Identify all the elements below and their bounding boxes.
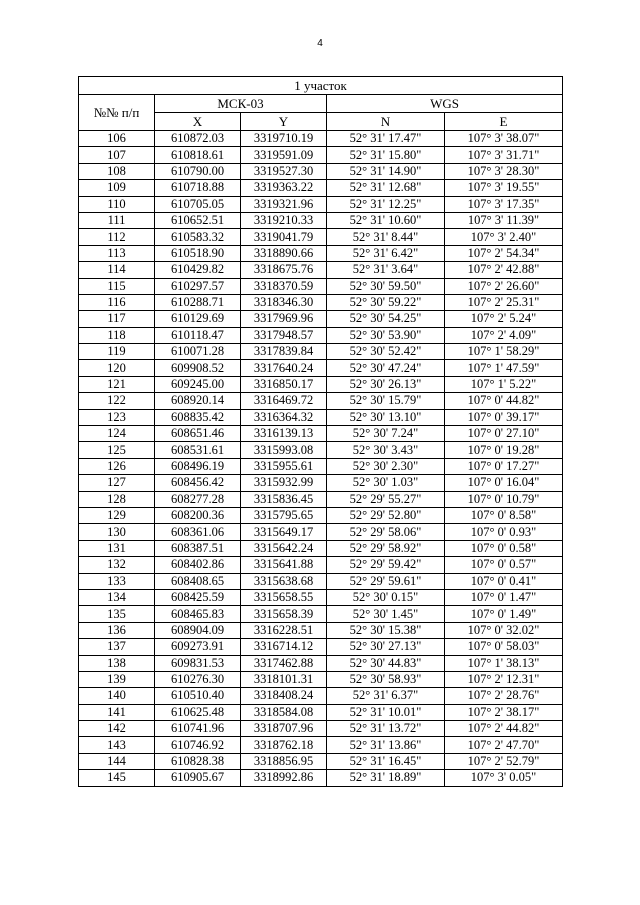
cell-x: 610718.88 — [155, 180, 241, 196]
cell-number: 123 — [79, 409, 155, 425]
column-header-n: N — [327, 113, 445, 131]
cell-x: 610828.38 — [155, 753, 241, 769]
cell-e: 107° 0' 0.93" — [445, 524, 563, 540]
table-row — [79, 704, 563, 720]
cell-e: 107° 0' 44.82" — [445, 393, 563, 409]
cell-x: 610790.00 — [155, 163, 241, 179]
cell-e: 107° 1' 38.13" — [445, 655, 563, 671]
cell-e: 107° 3' 11.39" — [445, 212, 563, 228]
cell-n: 52° 30' 59.22" — [327, 294, 445, 310]
cell-n: 52° 31' 14.90" — [327, 163, 445, 179]
cell-n: 52° 30' 26.13" — [327, 376, 445, 392]
cell-x: 610288.71 — [155, 294, 241, 310]
cell-n: 52° 31' 12.25" — [327, 196, 445, 212]
column-header-y: Y — [241, 113, 327, 131]
cell-x: 610276.30 — [155, 671, 241, 687]
cell-e: 107° 0' 1.47" — [445, 589, 563, 605]
cell-y: 3318408.24 — [241, 688, 327, 704]
cell-number: 124 — [79, 426, 155, 442]
cell-n: 52° 30' 44.83" — [327, 655, 445, 671]
cell-e: 107° 0' 0.58" — [445, 540, 563, 556]
cell-number: 125 — [79, 442, 155, 458]
table-row — [79, 245, 563, 261]
cell-number: 134 — [79, 589, 155, 605]
cell-e: 107° 0' 17.27" — [445, 458, 563, 474]
table-row — [79, 262, 563, 278]
table-row — [79, 540, 563, 556]
cell-y: 3316364.32 — [241, 409, 327, 425]
cell-x: 610071.28 — [155, 344, 241, 360]
cell-x: 610518.90 — [155, 245, 241, 261]
table-row — [79, 294, 563, 310]
cell-y: 3316714.12 — [241, 639, 327, 655]
table-row — [79, 311, 563, 327]
table-row — [79, 524, 563, 540]
cell-x: 610129.69 — [155, 311, 241, 327]
cell-e: 107° 0' 19.28" — [445, 442, 563, 458]
cell-number: 108 — [79, 163, 155, 179]
cell-y: 3315649.17 — [241, 524, 327, 540]
cell-x: 610625.48 — [155, 704, 241, 720]
cell-number: 143 — [79, 737, 155, 753]
cell-y: 3318992.86 — [241, 770, 327, 786]
cell-e: 107° 0' 0.41" — [445, 573, 563, 589]
cell-y: 3318346.30 — [241, 294, 327, 310]
cell-n: 52° 30' 1.03" — [327, 475, 445, 491]
cell-y: 3315641.88 — [241, 557, 327, 573]
cell-number: 129 — [79, 507, 155, 523]
cell-number: 142 — [79, 721, 155, 737]
cell-x: 610429.82 — [155, 262, 241, 278]
column-header-e: E — [445, 113, 563, 131]
cell-x: 608277.28 — [155, 491, 241, 507]
cell-n: 52° 30' 54.25" — [327, 311, 445, 327]
cell-x: 610872.03 — [155, 131, 241, 147]
cell-x: 610741.96 — [155, 721, 241, 737]
cell-e: 107° 3' 19.55" — [445, 180, 563, 196]
cell-y: 3319210.33 — [241, 212, 327, 228]
cell-n: 52° 30' 47.24" — [327, 360, 445, 376]
table-row — [79, 344, 563, 360]
table-row — [79, 147, 563, 163]
table-row — [79, 196, 563, 212]
cell-e: 107° 1' 5.22" — [445, 376, 563, 392]
cell-x: 608425.59 — [155, 589, 241, 605]
cell-x: 608361.06 — [155, 524, 241, 540]
cell-y: 3319321.96 — [241, 196, 327, 212]
cell-e: 107° 2' 5.24" — [445, 311, 563, 327]
cell-x: 608387.51 — [155, 540, 241, 556]
cell-number: 144 — [79, 753, 155, 769]
cell-n: 52° 30' 1.45" — [327, 606, 445, 622]
cell-x: 608408.65 — [155, 573, 241, 589]
cell-y: 3318675.76 — [241, 262, 327, 278]
cell-n: 52° 31' 10.60" — [327, 212, 445, 228]
cell-y: 3315642.24 — [241, 540, 327, 556]
column-group-msk03: МСК-03 — [155, 95, 327, 113]
table-row — [79, 442, 563, 458]
cell-number: 117 — [79, 311, 155, 327]
cell-e: 107° 3' 2.40" — [445, 229, 563, 245]
table-row — [79, 639, 563, 655]
cell-y: 3317839.84 — [241, 344, 327, 360]
cell-e: 107° 0' 0.57" — [445, 557, 563, 573]
cell-y: 3315658.55 — [241, 589, 327, 605]
cell-x: 608920.14 — [155, 393, 241, 409]
cell-y: 3318890.66 — [241, 245, 327, 261]
cell-x: 610583.32 — [155, 229, 241, 245]
cell-n: 52° 30' 52.42" — [327, 344, 445, 360]
table-row — [79, 688, 563, 704]
cell-y: 3316139.13 — [241, 426, 327, 442]
cell-number: 107 — [79, 147, 155, 163]
table-row — [79, 376, 563, 392]
cell-e: 107° 0' 27.10" — [445, 426, 563, 442]
cell-y: 3317969.96 — [241, 311, 327, 327]
cell-number: 118 — [79, 327, 155, 343]
cell-e: 107° 2' 47.70" — [445, 737, 563, 753]
table-row — [79, 589, 563, 605]
table-row — [79, 606, 563, 622]
cell-n: 52° 29' 52.80" — [327, 507, 445, 523]
cell-n: 52° 31' 3.64" — [327, 262, 445, 278]
cell-y: 3317948.57 — [241, 327, 327, 343]
table-row — [79, 491, 563, 507]
cell-number: 114 — [79, 262, 155, 278]
cell-number: 132 — [79, 557, 155, 573]
cell-n: 52° 29' 58.06" — [327, 524, 445, 540]
cell-n: 52° 29' 59.42" — [327, 557, 445, 573]
cell-number: 126 — [79, 458, 155, 474]
cell-x: 608200.36 — [155, 507, 241, 523]
cell-n: 52° 30' 15.79" — [327, 393, 445, 409]
table-row — [79, 557, 563, 573]
cell-number: 116 — [79, 294, 155, 310]
cell-number: 141 — [79, 704, 155, 720]
cell-y: 3319710.19 — [241, 131, 327, 147]
table-row — [79, 753, 563, 769]
cell-y: 3316469.72 — [241, 393, 327, 409]
cell-y: 3317462.88 — [241, 655, 327, 671]
table-row — [79, 671, 563, 687]
cell-e: 107° 2' 4.09" — [445, 327, 563, 343]
cell-n: 52° 30' 2.30" — [327, 458, 445, 474]
cell-y: 3315955.61 — [241, 458, 327, 474]
table-row — [79, 770, 563, 786]
cell-x: 608465.83 — [155, 606, 241, 622]
cell-number: 120 — [79, 360, 155, 376]
cell-y: 3318856.95 — [241, 753, 327, 769]
cell-e: 107° 3' 28.30" — [445, 163, 563, 179]
cell-number: 115 — [79, 278, 155, 294]
cell-e: 107° 2' 38.17" — [445, 704, 563, 720]
cell-x: 608456.42 — [155, 475, 241, 491]
cell-e: 107° 2' 26.60" — [445, 278, 563, 294]
cell-n: 52° 30' 0.15" — [327, 589, 445, 605]
cell-number: 110 — [79, 196, 155, 212]
page-number: 4 — [317, 38, 323, 49]
cell-e: 107° 3' 31.71" — [445, 147, 563, 163]
cell-x: 609908.52 — [155, 360, 241, 376]
cell-x: 610818.61 — [155, 147, 241, 163]
cell-x: 610705.05 — [155, 196, 241, 212]
cell-n: 52° 31' 13.72" — [327, 721, 445, 737]
cell-number: 145 — [79, 770, 155, 786]
column-group-wgs: WGS — [327, 95, 563, 113]
cell-e: 107° 0' 58.03" — [445, 639, 563, 655]
cell-y: 3315932.99 — [241, 475, 327, 491]
cell-n: 52° 30' 13.10" — [327, 409, 445, 425]
cell-n: 52° 30' 3.43" — [327, 442, 445, 458]
cell-number: 128 — [79, 491, 155, 507]
table-row — [79, 180, 563, 196]
cell-y: 3318762.18 — [241, 737, 327, 753]
cell-e: 107° 0' 10.79" — [445, 491, 563, 507]
cell-number: 119 — [79, 344, 155, 360]
cell-n: 52° 31' 15.80" — [327, 147, 445, 163]
table-row — [79, 131, 563, 147]
cell-e: 107° 2' 54.34" — [445, 245, 563, 261]
cell-y: 3318370.59 — [241, 278, 327, 294]
cell-n: 52° 30' 59.50" — [327, 278, 445, 294]
table-row — [79, 507, 563, 523]
cell-x: 610297.57 — [155, 278, 241, 294]
table-row — [79, 409, 563, 425]
table-row — [79, 737, 563, 753]
cell-n: 52° 30' 15.38" — [327, 622, 445, 638]
cell-e: 107° 0' 8.58" — [445, 507, 563, 523]
cell-number: 122 — [79, 393, 155, 409]
cell-number: 130 — [79, 524, 155, 540]
cell-x: 610746.92 — [155, 737, 241, 753]
table-row — [79, 360, 563, 376]
cell-number: 131 — [79, 540, 155, 556]
table-row — [79, 229, 563, 245]
cell-number: 135 — [79, 606, 155, 622]
cell-x: 608835.42 — [155, 409, 241, 425]
cell-y: 3318584.08 — [241, 704, 327, 720]
cell-x: 610510.40 — [155, 688, 241, 704]
cell-n: 52° 31' 6.37" — [327, 688, 445, 704]
cell-e: 107° 0' 39.17" — [445, 409, 563, 425]
cell-number: 113 — [79, 245, 155, 261]
cell-y: 3319591.09 — [241, 147, 327, 163]
table-body — [79, 131, 563, 787]
column-header-x: X — [155, 113, 241, 131]
cell-number: 111 — [79, 212, 155, 228]
cell-y: 3316850.17 — [241, 376, 327, 392]
cell-number: 139 — [79, 671, 155, 687]
cell-n: 52° 31' 6.42" — [327, 245, 445, 261]
table-row — [79, 393, 563, 409]
cell-x: 610905.67 — [155, 770, 241, 786]
cell-e: 107° 3' 38.07" — [445, 131, 563, 147]
cell-x: 609831.53 — [155, 655, 241, 671]
cell-number: 133 — [79, 573, 155, 589]
cell-e: 107° 0' 16.04" — [445, 475, 563, 491]
table-row — [79, 622, 563, 638]
cell-number: 121 — [79, 376, 155, 392]
table-row — [79, 426, 563, 442]
table-row — [79, 212, 563, 228]
table-row — [79, 163, 563, 179]
cell-n: 52° 31' 8.44" — [327, 229, 445, 245]
cell-n: 52° 31' 16.45" — [327, 753, 445, 769]
cell-y: 3315638.68 — [241, 573, 327, 589]
cell-e: 107° 1' 58.29" — [445, 344, 563, 360]
cell-x: 609245.00 — [155, 376, 241, 392]
cell-number: 109 — [79, 180, 155, 196]
cell-e: 107° 2' 25.31" — [445, 294, 563, 310]
cell-y: 3315658.39 — [241, 606, 327, 622]
cell-y: 3318707.96 — [241, 721, 327, 737]
cell-n: 52° 30' 53.90" — [327, 327, 445, 343]
cell-y: 3319527.30 — [241, 163, 327, 179]
cell-x: 608496.19 — [155, 458, 241, 474]
table-row — [79, 278, 563, 294]
cell-number: 112 — [79, 229, 155, 245]
cell-number: 127 — [79, 475, 155, 491]
cell-number: 138 — [79, 655, 155, 671]
cell-n: 52° 30' 7.24" — [327, 426, 445, 442]
table-title: 1 участок — [79, 77, 563, 95]
cell-x: 608651.46 — [155, 426, 241, 442]
cell-y: 3319041.79 — [241, 229, 327, 245]
cell-n: 52° 29' 55.27" — [327, 491, 445, 507]
cell-n: 52° 29' 59.61" — [327, 573, 445, 589]
cell-n: 52° 30' 27.13" — [327, 639, 445, 655]
cell-e: 107° 1' 47.59" — [445, 360, 563, 376]
cell-n: 52° 31' 13.86" — [327, 737, 445, 753]
cell-x: 608402.86 — [155, 557, 241, 573]
cell-y: 3315795.65 — [241, 507, 327, 523]
cell-y: 3317640.24 — [241, 360, 327, 376]
table-row — [79, 327, 563, 343]
cell-e: 107° 0' 1.49" — [445, 606, 563, 622]
cell-y: 3315993.08 — [241, 442, 327, 458]
cell-n: 52° 31' 12.68" — [327, 180, 445, 196]
cell-n: 52° 30' 58.93" — [327, 671, 445, 687]
cell-n: 52° 29' 58.92" — [327, 540, 445, 556]
cell-x: 608531.61 — [155, 442, 241, 458]
coordinates-table — [78, 76, 563, 787]
cell-number: 136 — [79, 622, 155, 638]
cell-number: 106 — [79, 131, 155, 147]
table-row — [79, 721, 563, 737]
table-row — [79, 475, 563, 491]
table-row — [79, 655, 563, 671]
cell-x: 608904.09 — [155, 622, 241, 638]
table-row — [79, 458, 563, 474]
cell-e: 107° 2' 42.88" — [445, 262, 563, 278]
cell-y: 3316228.51 — [241, 622, 327, 638]
cell-e: 107° 3' 0.05" — [445, 770, 563, 786]
cell-e: 107° 2' 28.76" — [445, 688, 563, 704]
cell-e: 107° 2' 52.79" — [445, 753, 563, 769]
cell-number: 137 — [79, 639, 155, 655]
cell-e: 107° 2' 12.31" — [445, 671, 563, 687]
cell-e: 107° 3' 17.35" — [445, 196, 563, 212]
cell-y: 3318101.31 — [241, 671, 327, 687]
cell-e: 107° 0' 32.02" — [445, 622, 563, 638]
cell-n: 52° 31' 17.47" — [327, 131, 445, 147]
cell-x: 609273.91 — [155, 639, 241, 655]
cell-e: 107° 2' 44.82" — [445, 721, 563, 737]
cell-x: 610652.51 — [155, 212, 241, 228]
cell-n: 52° 31' 18.89" — [327, 770, 445, 786]
cell-n: 52° 31' 10.01" — [327, 704, 445, 720]
column-header-number: №№ п/п — [79, 95, 155, 131]
cell-number: 140 — [79, 688, 155, 704]
cell-y: 3315836.45 — [241, 491, 327, 507]
cell-y: 3319363.22 — [241, 180, 327, 196]
cell-x: 610118.47 — [155, 327, 241, 343]
table-row — [79, 573, 563, 589]
